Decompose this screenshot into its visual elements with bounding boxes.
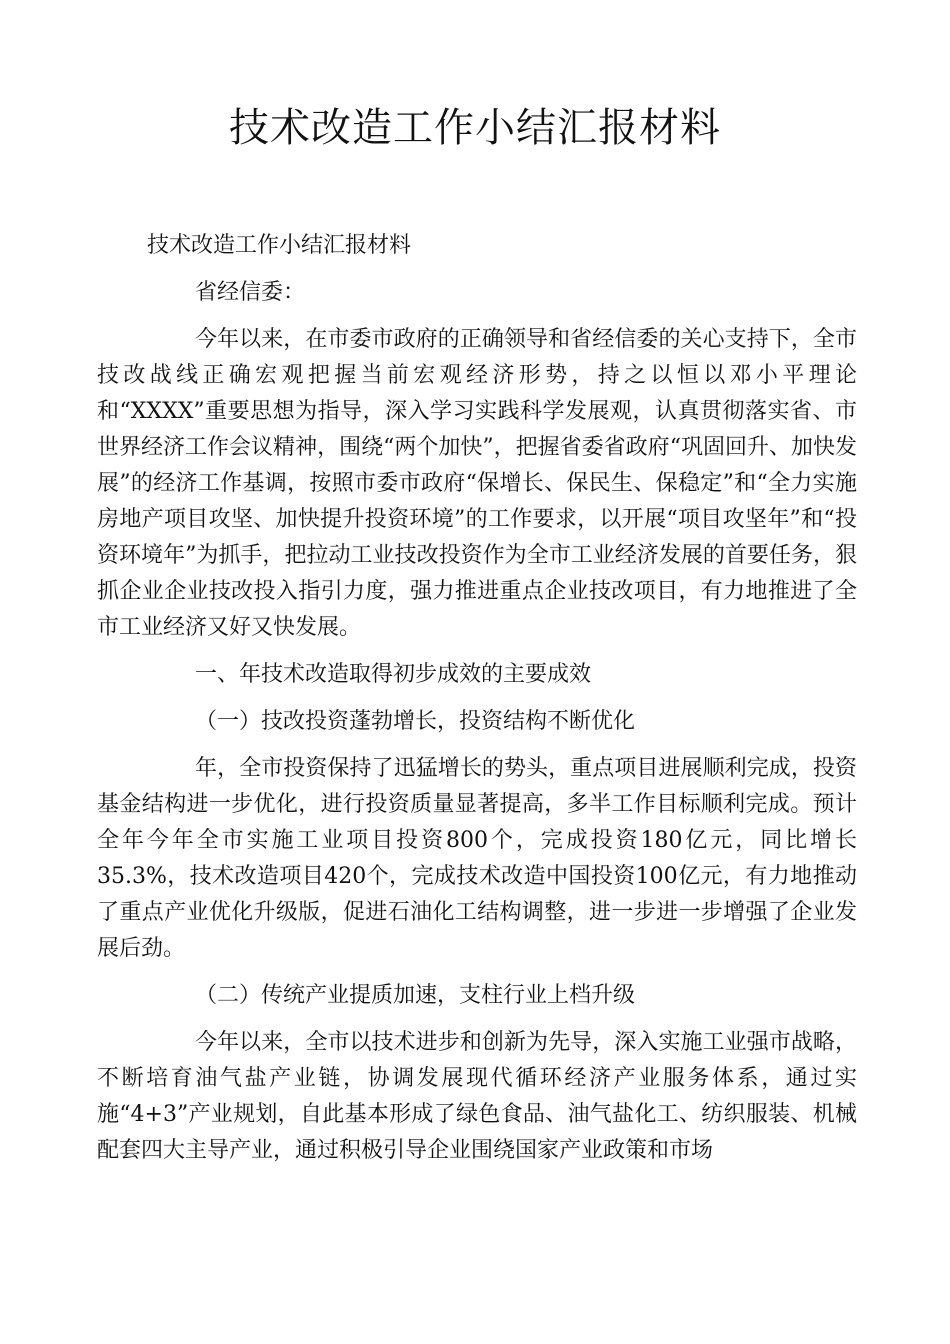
subsection-heading-1: （一）技改投资蓬勃增长，投资结构不断优化 (195, 709, 636, 734)
paragraph-investment: 年，全市投资保持了迅猛增长的势头，重点项目进展顺利完成，投资基金结构进一步优化，进行投资质量显著提高，多半工作目标顺利完成。预计全年今年全市实施工业项目投资800个，完成投资180亿元，同比增长35.3%，技术改造项目420个，完成技术改造中国投资100亿元，有力地推动了重点产业优化升级版，促进石油化工结构调整，进一步进一步增强了企业发展后劲。 (97, 756, 857, 961)
paragraph-intro: 今年以来，在市委市政府的正确领导和省经信委的关心支持下，全市技改战线正确宏观把握当前宏观经济形势，持之以恒以邓小平理论和“XXXX”重要思想为指导，深入学习实践科学发展观，认真贯彻落实省、市世界经济工作会议精神，围绕“两个加快”，把握省委省政府“巩固回升、加快发展”的经济工作基调，按照市委市政府“保增长、保民生、保稳定”和“全力实施房地产项目攻坚、加快提升投资环境”的工作要求，以开展“项目攻坚年”和“投资环境年”为抓手，把拉动工业技改投资作为全市工业经济发展的首要任务，狠抓企业企业技改投入指引力度，强力推进重点企业技改项目，有力地推进了全市工业经济又好又快发展。 (97, 327, 857, 640)
document-subtitle: 技术改造工作小结汇报材料 (147, 233, 412, 258)
salutation: 省经信委： (195, 280, 306, 305)
section-heading-1: 一、年技术改造取得初步成效的主要成效 (195, 662, 592, 687)
paragraph-industry: 今年以来，全市以技术进步和创新为先导，深入实施工业强市战略，不断培育油气盐产业链，协调发展现代循环经济产业服务体系，通过实施“4+3”产业规划，自此基本形成了绿色食品、油气盐化工、纺织服装、机械配套四大主导产业，通过积极引导企业围绕国家产业政策和市场 (97, 1030, 857, 1163)
document-title: 技术改造工作小结汇报材料 (229, 105, 721, 151)
subsection-heading-2: （二）传统产业提质加速，支柱行业上档升级 (195, 983, 636, 1008)
document-body (97, 228, 857, 1180)
